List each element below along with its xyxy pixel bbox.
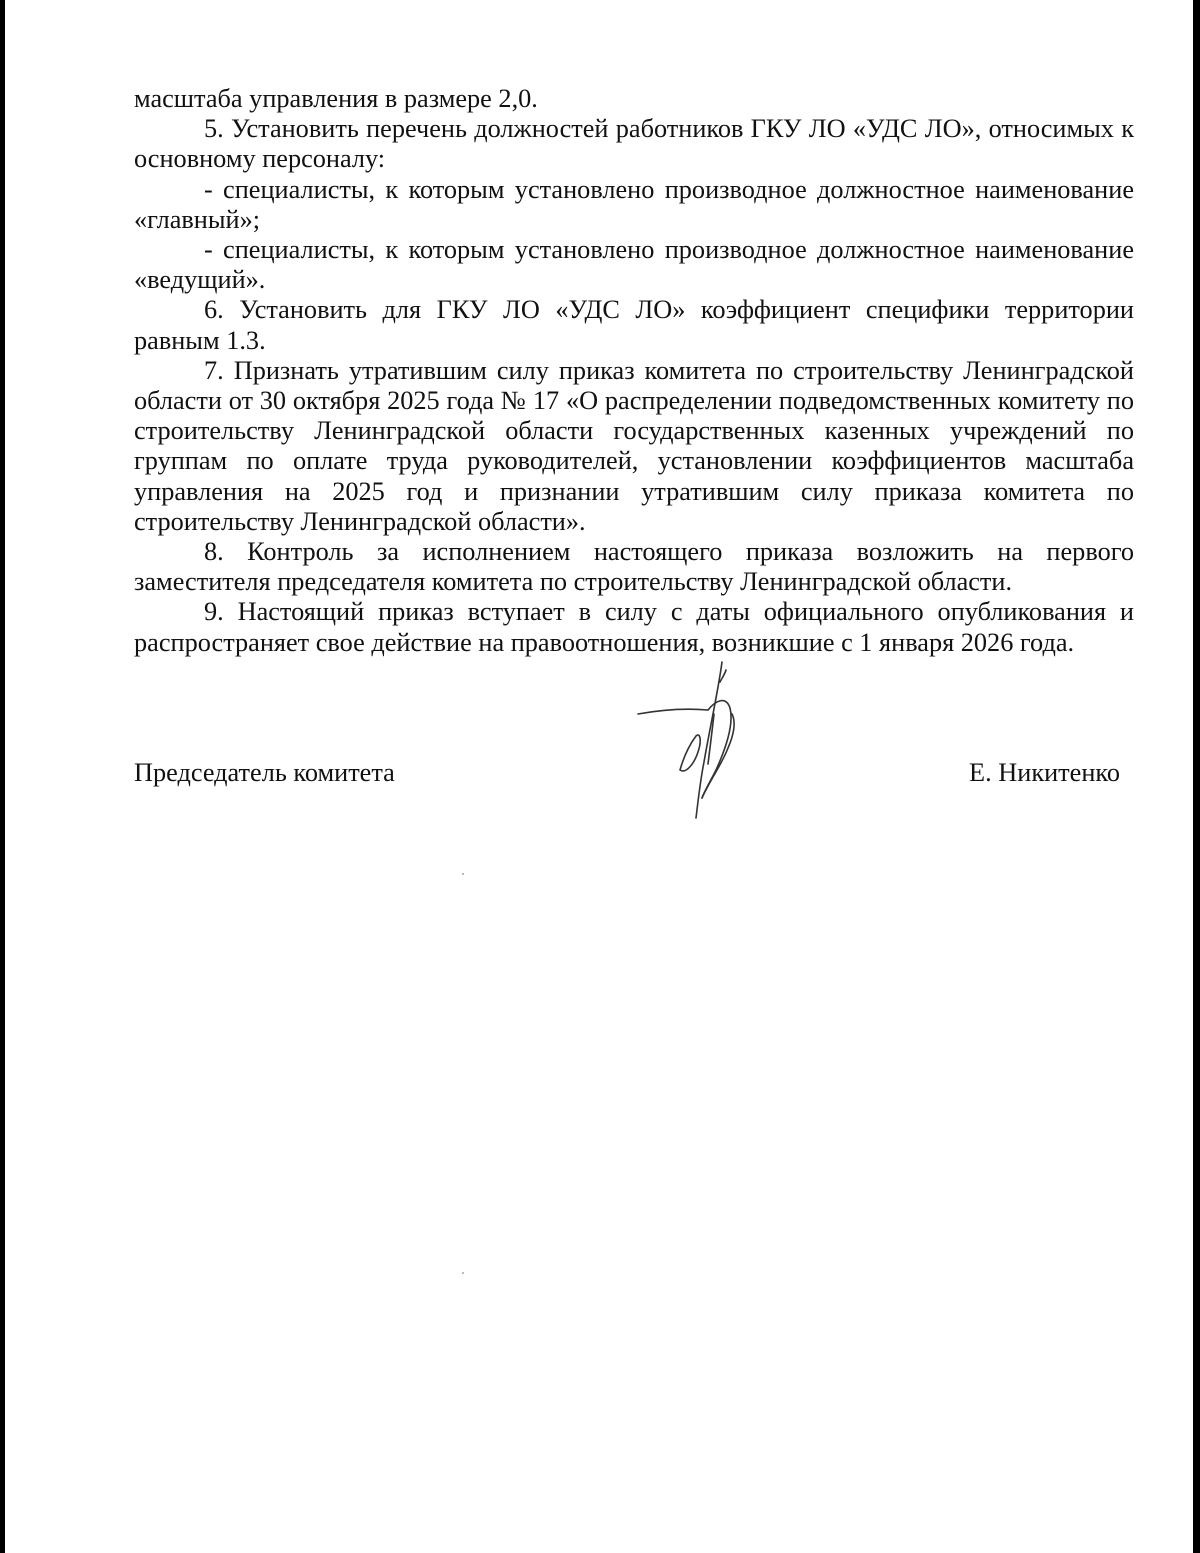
scan-speck — [462, 1272, 464, 1274]
paragraph-item-6: 6. Установить для ГКУ ЛО «УДС ЛО» коэффициент специфики территории равным 1.3. — [134, 295, 1134, 355]
scan-speck — [462, 873, 464, 875]
paragraph-bullet-leading: - специалисты, к которым установлено производное должностное наименование «ведущий». — [134, 235, 1134, 295]
paragraph-bullet-main: - специалисты, к которым установлено производное должностное наименование «главный»; — [134, 174, 1134, 234]
signatory-title: Председатель комитета — [134, 758, 395, 787]
paragraph-item-8: 8. Контроль за исполнением настоящего приказа возложить на первого заместителя председателя комитета по строительству Ленинградской области. — [134, 537, 1134, 597]
signatory-name: Е. Никитенко — [969, 758, 1120, 787]
paragraph-item-7: 7. Признать утратившим силу приказ комитета по строительству Ленинградской области от 30 октября 2025 года № 17 «О распределении подведомственных комитету по строительству Ленинградской области государственных казенных учреждений по группам по оплате труда руководителей, установлении коэффициентов масштаба управления на 2025 год и признании утратившим силу приказа комитета по строительству Ленинградской области». — [134, 355, 1134, 536]
paragraph-item-5: 5. Установить перечень должностей работников ГКУ ЛО «УДС ЛО», относимых к основному персоналу: — [134, 114, 1134, 174]
paragraph-item-9: 9. Настоящий приказ вступает в силу с даты официального опубликования и распространяет свое действие на правоотношения, возникшие с 1 января 2026 года. — [134, 597, 1134, 657]
scan-edge-right — [1193, 0, 1200, 1553]
scan-edge-left — [0, 0, 5, 1553]
handwritten-signature — [630, 652, 760, 822]
paragraph-continuation: масштаба управления в размере 2,0. — [134, 84, 538, 113]
document-body — [134, 84, 1134, 658]
